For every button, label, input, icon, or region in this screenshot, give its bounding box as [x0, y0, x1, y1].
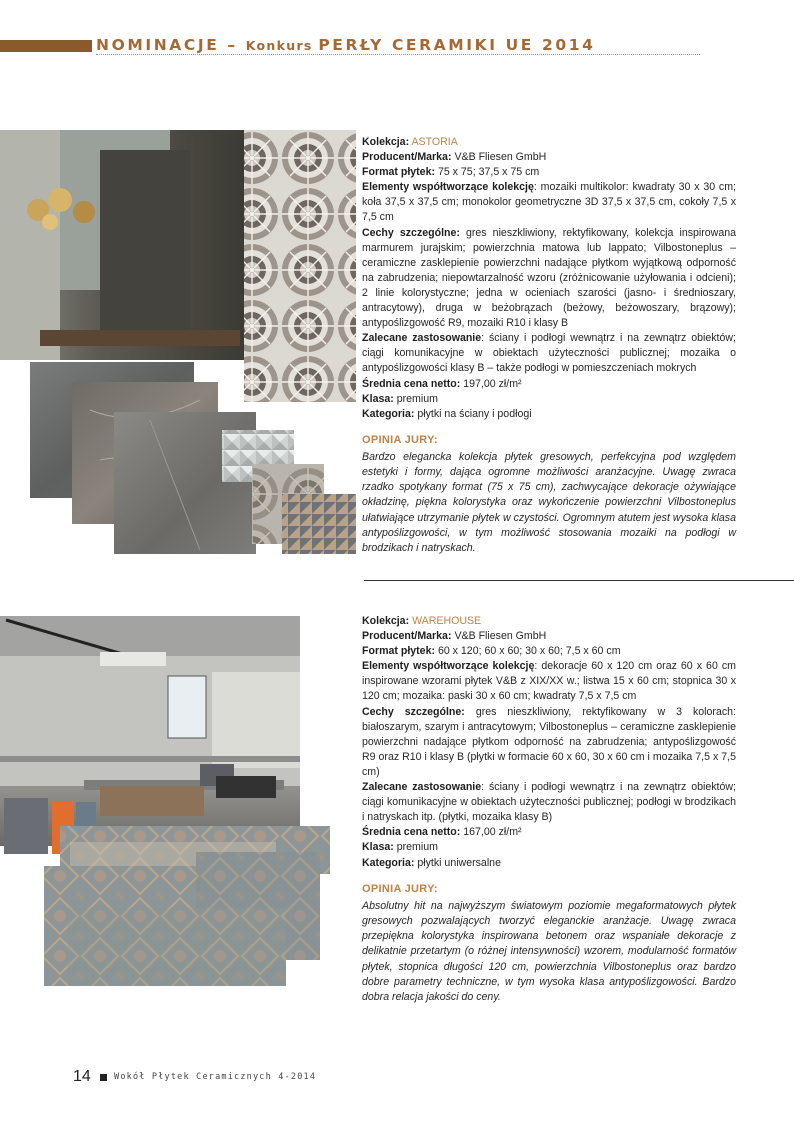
warehouse-format-value: 60 x 120; 60 x 60; 30 x 60; 7,5 x 60 cm [437, 645, 621, 658]
astoria-format-label: Format płytek: [362, 166, 435, 179]
header-accent-bar [0, 40, 92, 52]
warehouse-category-label: Kategoria: [362, 856, 415, 869]
warehouse-collection-label: Kolekcja: [362, 615, 410, 627]
warehouse-jury-text: Absolutny hit na najwyższym światowym poziomie megaformatowych płytek gresowych pozwalających tworzyć eleganckie aranżacje. Uwagę zwraca przepiękna kolorystyka inspirowana betonem oraz wspaniałe dekoracje z delikatnie przetartym (o różnej intensywności) wzorem, modularność formatów płytek, stopnica długości 120 cm, powierzchnia Vilbostoneplus oraz bardzo dobre parametry techniczne, w tym wysoka klasa antypoślizgowości. Bardzo dobra relacja jakości do ceny. [362, 899, 736, 1003]
astoria-features-value: gres nieszkliwiony, rektyfikowany, kolekcja inspirowana marmurem jurajskim; powierzchnia matowa lub lappato; Vilbostoneplus – ceramiczne zasklepienie powierzchni nadające płytkom wyjątkową odporność na zabrudzenia; niepowtarzalność wzoru (zróżnicowanie użyłowania i odcieni); 2 linie kolorystyczne; jedna w ocieniach szarości (jasno- i średnioszary, antracytowy), druga w beżobrązach (beżowy, beżowoszary, brązowy); antypoślizgowość R9, mozaiki R10 i klasy B [362, 226, 736, 330]
astoria-format-value: 75 x 75; 37,5 x 75 cm [437, 166, 540, 179]
astoria-producer-value: V&B Fliesen GmbH [454, 151, 547, 164]
warehouse-category-value: płytki uniwersalne [417, 856, 501, 869]
astoria-class-label: Klasa: [362, 392, 394, 405]
warehouse-description [362, 614, 736, 1005]
warehouse-class-label: Klasa: [362, 841, 394, 854]
astoria-bottom-rule [364, 580, 794, 581]
astoria-producer-label: Producent/Marka: [362, 151, 452, 164]
header-title-part2: Konkurs [245, 38, 319, 53]
header-title-part3: PERŁY CERAMIKI UE 2014 [318, 36, 596, 54]
astoria-category-label: Kategoria: [362, 407, 415, 420]
astoria-description [362, 135, 736, 556]
footer-magazine-title: Wokół Płytek Ceramicznych 4-2014 [114, 1072, 317, 1082]
warehouse-collage-image [0, 616, 356, 996]
astoria-collection-label: Kolekcja: [362, 136, 410, 148]
astoria-use-value: : ściany i podłogi wewnątrz i na zewnątrz obiektów; ciągi komunikacyjne w obiektach użyteczności publicznej; mozaika o antypoślizgowości klasy B – także podłogi w pomieszczeniach mokrych [362, 332, 736, 375]
warehouse-producer-label: Producent/Marka: [362, 630, 452, 643]
warehouse-jury-heading: OPINIA JURY: [362, 882, 438, 895]
astoria-collage-image [0, 130, 356, 582]
warehouse-elements-label: Elementy współtworzące kolekcję [362, 660, 535, 673]
warehouse-collage [0, 616, 356, 996]
astoria-collage [0, 130, 356, 582]
astoria-price-value: 197,00 zł/m² [463, 377, 522, 390]
warehouse-producer-value: V&B Fliesen GmbH [454, 630, 547, 643]
astoria-jury-text: Bardzo elegancka kolekcja płytek gresowych, perfekcyjna pod względem estetyki i formy, dająca ogromne możliwości aranżacyjne. Uwagę zwraca rzadko spotykany format (75 x 75 cm), zachwycające dekoracje ożywiające okładzinę, piękna kolorystyka oraz wykończenie powierzchni Vilbostoneplus ułatwiające utrzymanie płytek w czystości. Ogromnym atutem jest wysoka klasa antypoślizgowości, w tym możliwość stosowania mozaiki na podłogi w brodzikach i natryskach. [362, 450, 736, 555]
astoria-features-label: Cechy szczególne: [362, 226, 460, 239]
astoria-price-label: Średnia cena netto: [362, 377, 461, 390]
warehouse-price-label: Średnia cena netto: [362, 826, 461, 839]
warehouse-elements-value: : dekoracje 60 x 120 cm oraz 60 x 60 cm inspirowane wzorami płytek V&B z XIX/XX w.; listwa 15 x 60 cm; stopnica 30 x 120 cm; mozaika: paski 30 x 60 cm; kwadraty 7,5 x 7,5 cm [362, 660, 736, 703]
warehouse-use-label: Zalecane zastosowanie [362, 781, 482, 794]
warehouse-use-value: : ściany i podłogi wewnątrz i na zewnątrz obiektów; ciągi komunikacyjne w obiektach użyteczności publicznej; podłogi w brodzikach i natryskach itp. (płytki, mozaika klasy B) [362, 781, 736, 824]
page-number: 14 [73, 1068, 91, 1085]
astoria-class-value: premium [396, 392, 438, 405]
footer-square-icon [100, 1074, 107, 1081]
header-title-part1: NOMINACJE – [96, 36, 246, 54]
warehouse-format-label: Format płytek: [362, 645, 435, 658]
astoria-elements-value: : mozaiki multikolor: kwadraty 30 x 30 cm; koła 37,5 x 37,5 cm; monokolor geometryczne 3D 37,5 x 37,5 cm, cokoły 7,5 x 7,5 cm [362, 181, 736, 224]
warehouse-class-value: premium [396, 841, 438, 854]
warehouse-collection-value: WAREHOUSE [412, 615, 482, 627]
page-header-title [96, 36, 596, 54]
warehouse-features-label: Cechy szczególne: [362, 705, 465, 718]
warehouse-features-value: gres nieszkliwiony, rektyfikowany w 3 kolorach: białoszarym, szarym i antracytowym; Vilbostoneplus – ceramiczne zasklepienie powierzchni nadające płytkom odporność na zabrudzenia; antypoślizgowość R9 oraz R10 i klasy B (płytki w formacie 60 x 60, 30 x 60 cm i mozaika 7,5 x 7,5 cm) [362, 705, 736, 778]
header-dotted-rule [96, 54, 700, 55]
astoria-collection-value: ASTORIA [411, 136, 458, 148]
warehouse-price-value: 167,00 zł/m² [463, 826, 522, 839]
astoria-use-label: Zalecane zastosowanie [362, 332, 482, 345]
astoria-category-value: płytki na ściany i podłogi [417, 407, 532, 420]
astoria-jury-heading: OPINIA JURY: [362, 433, 438, 446]
astoria-elements-label: Elementy współtworzące kolekcję [362, 181, 534, 194]
